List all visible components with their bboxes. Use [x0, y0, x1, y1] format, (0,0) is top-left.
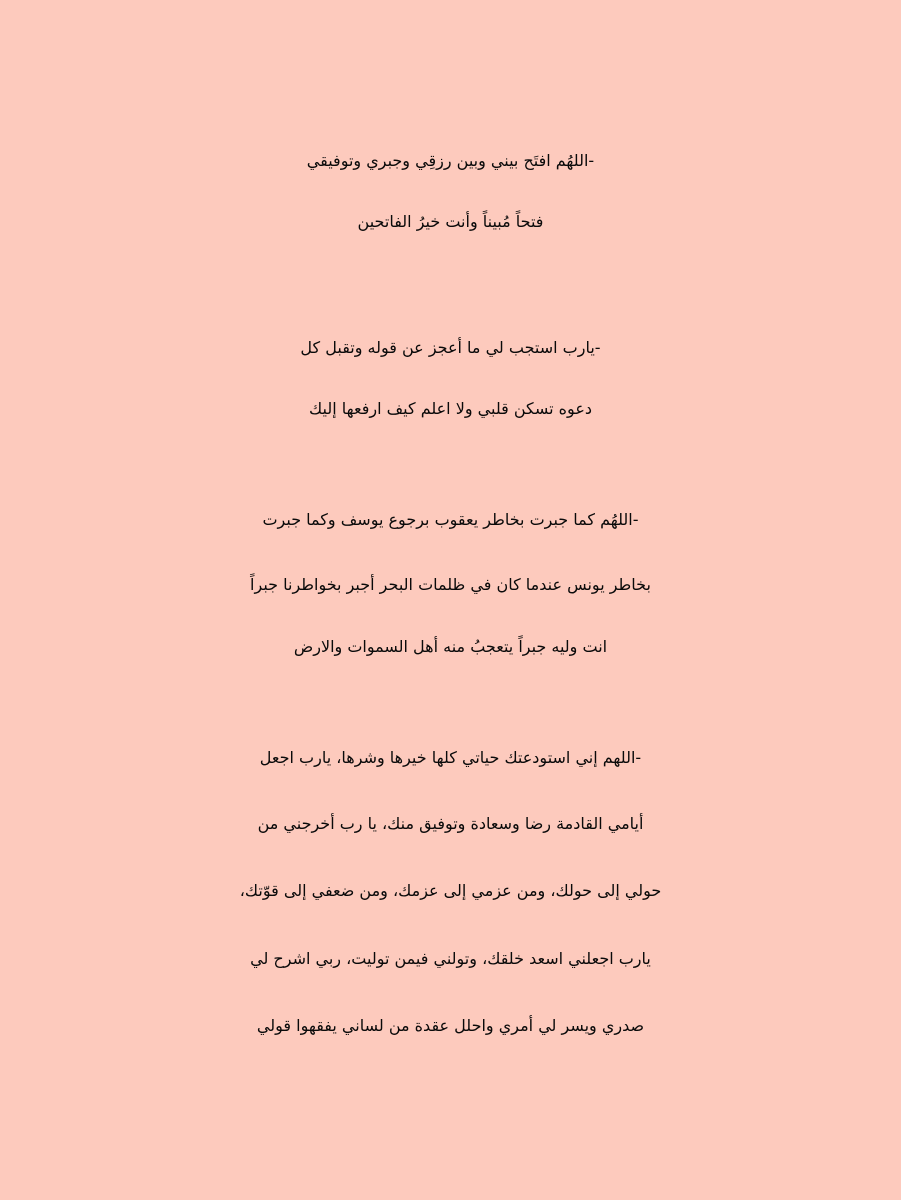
- prayer-line: حولي إلى حولك، ومن عزمي إلى عزمك، ومن ضعفي إلى قوّتك،: [239, 881, 662, 900]
- prayer-line: -اللهم إني استودعتك حياتي كلها خيرها وشرها، يارب اجعل: [259, 748, 642, 767]
- prayer-line: -يارب استجب لي ما أعجز عن قوله وتقبل كل: [300, 338, 601, 357]
- prayer-line: بخاطر يونس عندما كان في ظلمات البحر أجبر بخواطرنا جبراً: [250, 575, 651, 594]
- prayer-line: انت وليه جبراً يتعجبُ منه أهل السموات والارض: [293, 637, 608, 656]
- prayer-line: دعوه تسكن قلبي ولا اعلم كيف ارفعها إليك: [309, 399, 592, 418]
- prayer-line: -اللهُم كما جبرت بخاطر يعقوب برجوع يوسف وكما جبرت: [262, 510, 639, 529]
- prayer-line: فتحاً مُبيناً وأنت خيرُ الفاتحين: [357, 212, 544, 231]
- prayer-line: -اللهُم افتَح بيني وبين رزقِي وجبري وتوفيقي: [306, 151, 595, 170]
- prayer-line: صدري ويسر لي أمري واحلل عقدة من لساني يفقهوا قولي: [256, 1016, 645, 1035]
- prayer-line: أيامي القادمة رضا وسعادة وتوفيق منك، يا رب أخرجني من: [257, 814, 644, 833]
- prayer-line: يارب اجعلني اسعد خلقك، وتولني فيمن توليت، ربي اشرح لي: [250, 949, 651, 968]
